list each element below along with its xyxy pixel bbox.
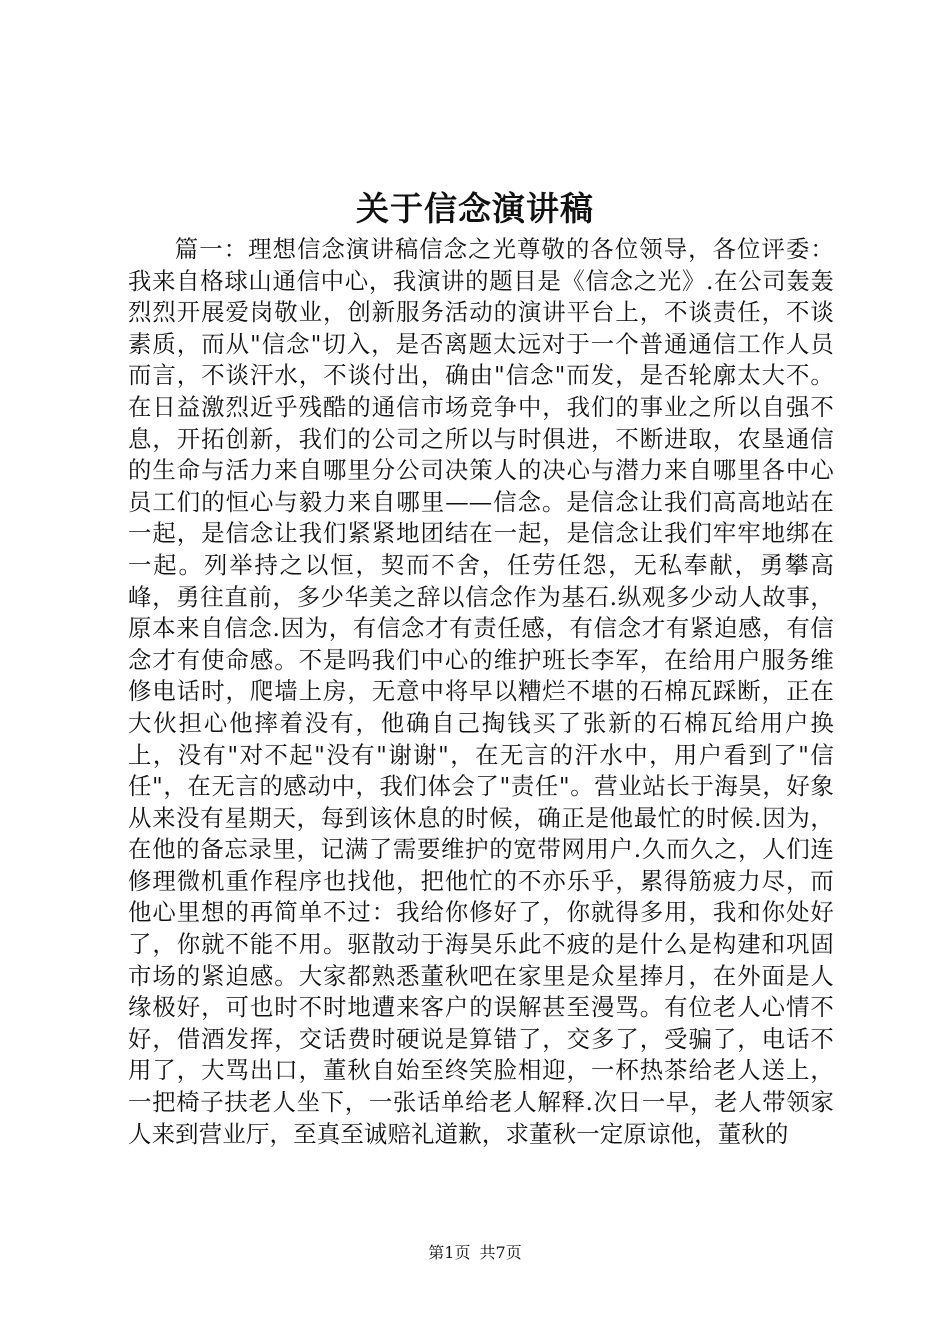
page-number: 第1页 — [428, 1243, 471, 1262]
body-paragraph: 篇一：理想信念演讲稿信念之光尊敬的各位领导，各位评委：我来自格球山通信中心，我演讲的题目是《信念之光》.在公司轰轰烈烈开展爱岗敬业，创新服务活动的演讲平台上，不谈责任，不谈素质，而从"信念"切入，是否离题太远对于一个普通通信工作人员而言，不谈汗水，不谈付出，确由"信念"而发，是否轮廓太大不。在日益激烈近乎残酷的通信市场竞争中，我们的事业之所以自强不息，开拓创新，我们的公司之所以与时俱进，不断进取，农垦通信的生命与活力来自哪里分公司决策人的决心与潜力来自哪里各中心员工们的恒心与毅力来自哪里——信念。是信念让我们高高地站在一起，是信念让我们紧紧地团结在一起，是信念让我们牢牢地绑在一起。列举持之以恒，契而不舍，任劳任怨，无私奉献，勇攀高峰，勇往直前，多少华美之辞以信念作为基石.纵观多少动人故事，原本来自信念.因为，有信念才有责任感，有信念才有紧迫感，有信念才有使命感。不是吗我们中心的维护班长李军，在给用户服务维修电话时，爬墙上房，无意中将早以糟烂不堪的石棉瓦踩断，正在大伙担心他摔着没有，他确自己掏钱买了张新的石棉瓦给用户换上，没有"对不起"没有"谢谢"，在无言的汗水中，用户看到了"信任"，在无言的感动中，我们体会了"责任"。营业站长于海昊，好象从来没有星期天，每到该休息的时候，确正是他最忙的时候.因为，在他的备忘录里，记满了需要维护的宽带网用户.久而久之，人们连修理微机重作程序也找他，把他忙的不亦乐乎，累得筋疲力尽，而他心里想的再简单不过：我给你修好了，你就得多用，我和你处好了，你就不能不用。驱散动于海昊乐此不疲的是什么是构建和巩固市场的紧迫感。大家都熟悉董秋吧在家里是众星捧月，在外面是人缘极好，可也时不时地遭来客户的误解甚至漫骂。有位老人心情不好，借酒发挥，交话费时硬说是算错了，交多了，受骗了，电话不用了，大骂出口，董秋自始至终笑脸相迎，一杯热茶给老人送上，一把椅子扶老人坐下，一张话单给老人解释.次日一早，老人带领家人来到营业厅，至真至诚赔礼道歉，求董秋一定原谅他，董秋的 — [128, 235, 834, 1148]
page-total: 共7页 — [479, 1243, 522, 1262]
page-footer — [0, 1242, 950, 1264]
document-title: 关于信念演讲稿 — [356, 189, 594, 228]
